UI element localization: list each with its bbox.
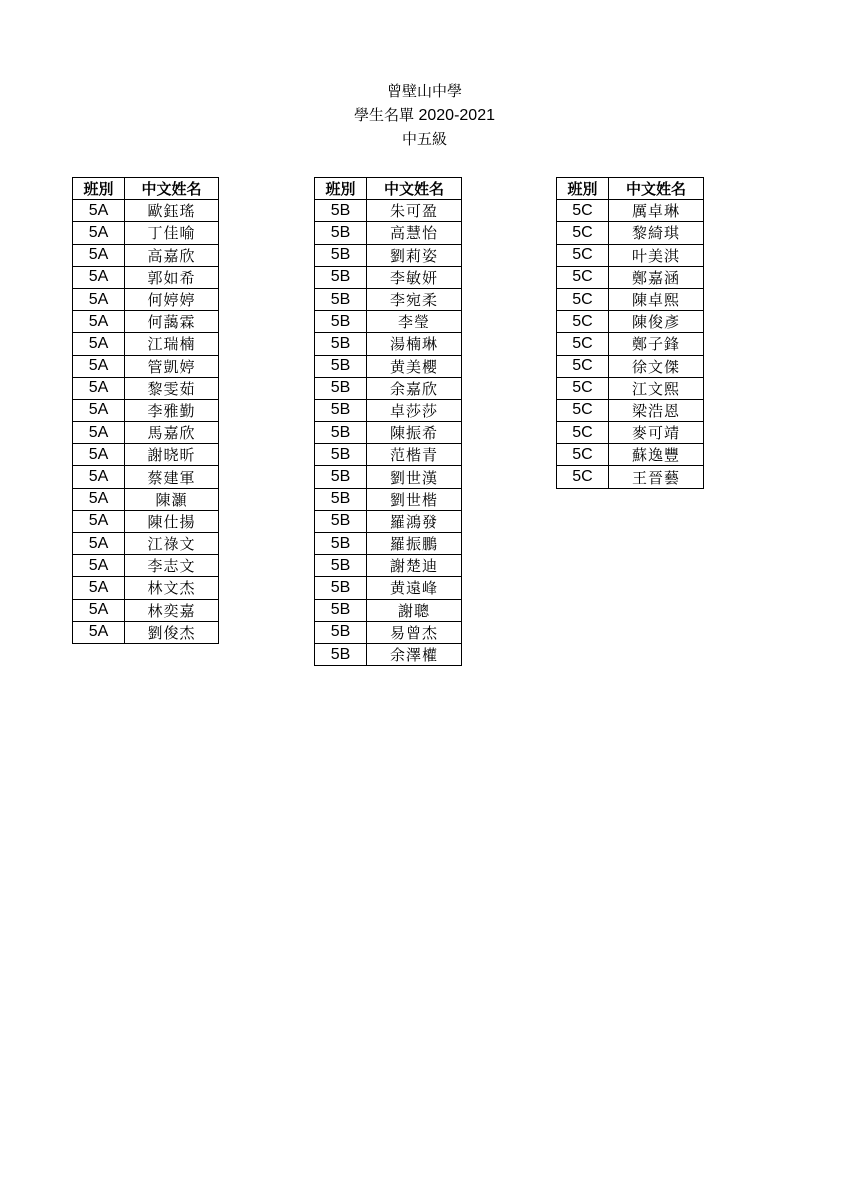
- student-name-cell: 黄美櫻: [367, 355, 462, 377]
- table-header-row: [315, 178, 462, 200]
- student-name-cell: 李志文: [125, 555, 219, 577]
- student-name-cell: 林奕嘉: [125, 599, 219, 621]
- class-cell: 5B: [315, 444, 367, 466]
- table-row: [73, 555, 219, 577]
- class-column-header: 班別: [315, 178, 367, 200]
- class-cell: 5A: [73, 599, 125, 621]
- student-name-cell: 歐鈺瑤: [125, 200, 219, 222]
- table-row: [557, 222, 704, 244]
- class-cell: 5A: [73, 533, 125, 555]
- table-row: [557, 311, 704, 333]
- class-cell: 5B: [315, 311, 367, 333]
- student-name-cell: 蘇逸豐: [609, 444, 704, 466]
- student-name-cell: 郭如希: [125, 266, 219, 288]
- class-cell: 5A: [73, 200, 125, 222]
- class-cell: 5C: [557, 377, 609, 399]
- table-row: [73, 377, 219, 399]
- table-row: [557, 444, 704, 466]
- table-row: [73, 577, 219, 599]
- class-cell: 5A: [73, 311, 125, 333]
- class-cell: 5B: [315, 643, 367, 665]
- class-cell: 5C: [557, 355, 609, 377]
- student-name-cell: 劉莉姿: [367, 244, 462, 266]
- class-cell: 5C: [557, 466, 609, 488]
- table-row: [73, 422, 219, 444]
- student-name-cell: 謝聰: [367, 599, 462, 621]
- class-cell: 5A: [73, 377, 125, 399]
- student-name-cell: 劉世漢: [367, 466, 462, 488]
- student-name-cell: 易曾杰: [367, 621, 462, 643]
- table-row: [73, 444, 219, 466]
- name-column-header: 中文姓名: [367, 178, 462, 200]
- class-cell: 5A: [73, 422, 125, 444]
- student-name-cell: 厲卓琳: [609, 200, 704, 222]
- student-name-cell: 羅振鵬: [367, 533, 462, 555]
- class-cell: 5A: [73, 488, 125, 510]
- table-row: [315, 399, 462, 421]
- class-cell: 5A: [73, 222, 125, 244]
- student-name-cell: 高嘉欣: [125, 244, 219, 266]
- student-name-cell: 余嘉欣: [367, 377, 462, 399]
- class-table-5c: [556, 177, 704, 489]
- table-row: [557, 266, 704, 288]
- table-row: [73, 510, 219, 532]
- class-cell: 5A: [73, 577, 125, 599]
- student-name-cell: 鄭嘉涵: [609, 266, 704, 288]
- student-name-cell: 鄭子鋒: [609, 333, 704, 355]
- student-name-cell: 梁浩恩: [609, 399, 704, 421]
- class-cell: 5A: [73, 266, 125, 288]
- class-cell: 5B: [315, 355, 367, 377]
- table-header-row: [73, 178, 219, 200]
- class-cell: 5A: [73, 510, 125, 532]
- student-name-cell: 羅鴻發: [367, 510, 462, 532]
- student-name-cell: 謝楚迪: [367, 555, 462, 577]
- class-cell: 5B: [315, 244, 367, 266]
- class-cell: 5B: [315, 533, 367, 555]
- student-name-cell: 高慧怡: [367, 222, 462, 244]
- table-row: [73, 466, 219, 488]
- student-name-cell: 劉俊杰: [125, 621, 219, 643]
- student-name-cell: 丁佳喻: [125, 222, 219, 244]
- class-cell: 5B: [315, 577, 367, 599]
- table-row: [315, 266, 462, 288]
- student-name-cell: 江祿文: [125, 533, 219, 555]
- table-row: [315, 621, 462, 643]
- class-cell: 5A: [73, 355, 125, 377]
- table-header-row: [557, 178, 704, 200]
- table-row: [73, 399, 219, 421]
- table-row: [73, 599, 219, 621]
- class-cell: 5A: [73, 466, 125, 488]
- class-cell: 5A: [73, 555, 125, 577]
- class-column-header: 班別: [73, 178, 125, 200]
- student-name-cell: 王晉藝: [609, 466, 704, 488]
- class-cell: 5C: [557, 399, 609, 421]
- student-name-cell: 何藹霖: [125, 311, 219, 333]
- class-cell: 5C: [557, 244, 609, 266]
- table-row: [73, 621, 219, 643]
- table-row: [315, 222, 462, 244]
- table-row: [315, 533, 462, 555]
- class-cell: 5B: [315, 377, 367, 399]
- student-name-cell: 江文熙: [609, 377, 704, 399]
- class-cell: 5A: [73, 621, 125, 643]
- student-name-cell: 馬嘉欣: [125, 422, 219, 444]
- student-name-cell: 陳俊彥: [609, 311, 704, 333]
- class-cell: 5C: [557, 200, 609, 222]
- class-cell: 5A: [73, 444, 125, 466]
- student-name-cell: 陳仕揚: [125, 510, 219, 532]
- table-row: [315, 422, 462, 444]
- class-cell: 5A: [73, 399, 125, 421]
- table-row: [73, 266, 219, 288]
- class-column-header: 班別: [557, 178, 609, 200]
- student-name-cell: 劉世楷: [367, 488, 462, 510]
- class-cell: 5B: [315, 422, 367, 444]
- table-row: [315, 488, 462, 510]
- class-cell: 5B: [315, 200, 367, 222]
- student-name-cell: 卓莎莎: [367, 399, 462, 421]
- table-row: [315, 288, 462, 310]
- student-name-cell: 李敏妍: [367, 266, 462, 288]
- table-row: [557, 422, 704, 444]
- student-name-cell: 徐文傑: [609, 355, 704, 377]
- grade-label: 中五級: [401, 130, 447, 148]
- table-row: [315, 444, 462, 466]
- class-cell: 5C: [557, 288, 609, 310]
- school-year: 2020-2021: [418, 107, 495, 124]
- class-cell: 5C: [557, 444, 609, 466]
- student-name-cell: 湯楠琳: [367, 333, 462, 355]
- table-row: [73, 222, 219, 244]
- table-row: [73, 311, 219, 333]
- table-row: [315, 643, 462, 665]
- student-name-cell: 黎綺琪: [609, 222, 704, 244]
- student-name-cell: 陳卓熙: [609, 288, 704, 310]
- student-name-cell: 朱可盈: [367, 200, 462, 222]
- table-row: [73, 333, 219, 355]
- student-name-cell: 謝晓昕: [125, 444, 219, 466]
- table-row: [315, 577, 462, 599]
- table-row: [315, 466, 462, 488]
- class-cell: 5B: [315, 222, 367, 244]
- table-row: [315, 200, 462, 222]
- student-name-cell: 叶美淇: [609, 244, 704, 266]
- student-name-cell: 林文杰: [125, 577, 219, 599]
- table-row: [557, 244, 704, 266]
- table-row: [557, 200, 704, 222]
- table-row: [315, 333, 462, 355]
- class-cell: 5B: [315, 599, 367, 621]
- name-column-header: 中文姓名: [125, 178, 219, 200]
- student-name-cell: 李宛柔: [367, 288, 462, 310]
- class-cell: 5C: [557, 222, 609, 244]
- class-cell: 5C: [557, 333, 609, 355]
- table-row: [557, 466, 704, 488]
- class-cell: 5A: [73, 244, 125, 266]
- class-cell: 5A: [73, 288, 125, 310]
- table-row: [315, 244, 462, 266]
- table-row: [557, 355, 704, 377]
- student-name-cell: 蔡建軍: [125, 466, 219, 488]
- class-cell: 5B: [315, 510, 367, 532]
- table-row: [73, 244, 219, 266]
- table-row: [73, 355, 219, 377]
- class-cell: 5C: [557, 266, 609, 288]
- class-cell: 5B: [315, 555, 367, 577]
- table-row: [557, 333, 704, 355]
- student-name-cell: 陳振希: [367, 422, 462, 444]
- class-cell: 5B: [315, 288, 367, 310]
- class-cell: 5C: [557, 311, 609, 333]
- table-row: [315, 555, 462, 577]
- student-name-cell: 余澤權: [367, 643, 462, 665]
- class-cell: 5B: [315, 621, 367, 643]
- student-name-cell: 范楷青: [367, 444, 462, 466]
- list-title-text: 學生名單: [354, 106, 415, 124]
- student-name-cell: 麥可靖: [609, 422, 704, 444]
- class-cell: 5B: [315, 333, 367, 355]
- table-row: [557, 288, 704, 310]
- table-row: [73, 488, 219, 510]
- student-name-cell: 江瑞楠: [125, 333, 219, 355]
- student-name-cell: 黄遠峰: [367, 577, 462, 599]
- table-row: [315, 311, 462, 333]
- class-table-5a: [72, 177, 219, 644]
- table-row: [315, 510, 462, 532]
- class-table-5b: [314, 177, 462, 666]
- table-row: [73, 200, 219, 222]
- student-name-cell: 陳灝: [125, 488, 219, 510]
- class-cell: 5C: [557, 422, 609, 444]
- class-cell: 5B: [315, 399, 367, 421]
- class-cell: 5B: [315, 266, 367, 288]
- student-name-cell: 李雅勤: [125, 399, 219, 421]
- student-name-cell: 李瑩: [367, 311, 462, 333]
- class-cell: 5B: [315, 488, 367, 510]
- table-row: [73, 288, 219, 310]
- student-name-cell: 何婷婷: [125, 288, 219, 310]
- table-row: [315, 599, 462, 621]
- name-column-header: 中文姓名: [609, 178, 704, 200]
- table-row: [315, 355, 462, 377]
- list-title: [0, 104, 849, 127]
- student-name-cell: 管凱婷: [125, 355, 219, 377]
- school-name: 曾壁山中學: [386, 82, 462, 100]
- class-cell: 5B: [315, 466, 367, 488]
- table-row: [73, 533, 219, 555]
- table-row: [557, 377, 704, 399]
- student-name-cell: 黎雯茹: [125, 377, 219, 399]
- table-row: [315, 377, 462, 399]
- class-cell: 5A: [73, 333, 125, 355]
- table-row: [557, 399, 704, 421]
